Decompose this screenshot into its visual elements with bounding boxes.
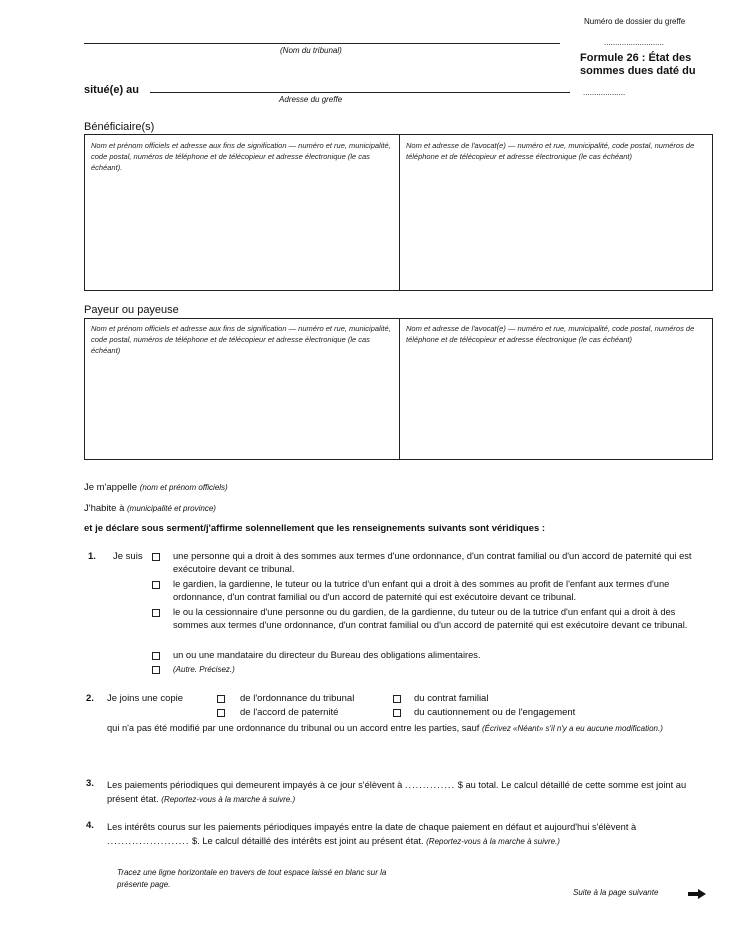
item1-option2-text: le gardien, la gardienne, le tuteur ou la tutrice d'un enfant qui a droit à des sommes au profit de l'enfant aux termes d'une ordonnance, d'un contrat familial ou d'un accord de paternité qui est exécutoire devant ce tribunal.	[173, 579, 670, 602]
item2-lead: Je joins une copie	[107, 693, 184, 704]
item4-text-b: $. Le calcul détaillé des intérêts est joint au présent état.	[192, 836, 424, 846]
payor-divider	[399, 318, 400, 460]
right-arrow-icon	[688, 886, 706, 904]
form-title-line1: Formule 26 : État des	[580, 52, 692, 64]
item1-option5-checkbox[interactable]	[152, 666, 160, 674]
name-label: Je m'appelle	[84, 482, 138, 493]
payor-party-field[interactable]: Nom et prénom officiels et adresse aux fins de signification — numéro et rue, municipalité, code postal, numéros de téléphone et de télécopieur et adresse électronique (le cas échéant)	[91, 324, 391, 355]
located-at-label: situé(e) au	[84, 84, 140, 96]
item4-hint: (Reportez-vous à la marche à suivre.)	[426, 837, 560, 846]
court-file-number-dots[interactable]: ...........................	[604, 38, 665, 47]
item1-option4-checkbox[interactable]	[152, 652, 160, 660]
item2-domestic-contract-label: du contrat familial	[414, 693, 489, 704]
item2-court-order-label: de l'ordonnance du tribunal	[240, 693, 355, 704]
item1-option1-checkbox[interactable]	[152, 553, 160, 561]
item2-bond-label: du cautionnement ou de l'engagement	[414, 707, 576, 718]
item4-number: 4.	[86, 820, 94, 831]
item1-option2-checkbox[interactable]	[152, 581, 160, 589]
live-line[interactable]	[84, 503, 216, 514]
name-hint: (nom et prénom officiels)	[139, 483, 228, 492]
court-address-label: Adresse du greffe	[279, 95, 343, 104]
item1-number: 1.	[88, 551, 96, 562]
item1-lead: Je suis	[113, 551, 143, 562]
item2-tail	[107, 722, 713, 735]
item3-amount-field[interactable]: ..............	[404, 780, 456, 790]
item2-tail-text: qui n'a pas été modifié par une ordonnance du tribunal ou un accord entre les parties, sauf	[107, 723, 480, 733]
item3-text	[107, 778, 713, 807]
item2-paternity-label: de l'accord de paternité	[240, 707, 339, 718]
court-file-number-label: Numéro de dossier du greffe	[584, 17, 686, 26]
item2-domestic-contract-checkbox[interactable]	[393, 695, 401, 703]
item1-option5-text: (Autre. Précisez.)	[173, 665, 235, 674]
item3-number: 3.	[86, 778, 94, 789]
payor-lawyer-field[interactable]: Nom et adresse de l'avocat(e) — numéro et rue, municipalité, code postal, numéros de téléphone et de télécopieur et adresse électronique (le cas échéant)	[406, 324, 695, 344]
court-name-label: (Nom du tribunal)	[280, 46, 342, 55]
item3-hint: (Reportez-vous à la marche à suivre.)	[161, 795, 296, 804]
item3-text-a: Les paiements périodiques qui demeurent impayés à ce jour s'élèvent à	[107, 780, 403, 790]
recipient-heading: Bénéficiaire(s)	[84, 121, 155, 133]
item1-option4-text: un ou une mandataire du directeur du Bureau des obligations alimentaires.	[173, 650, 481, 660]
item2-court-order-checkbox[interactable]	[217, 695, 225, 703]
court-name-line[interactable]	[84, 43, 560, 44]
item1-option3-text: le ou la cessionnaire d'une personne ou du gardien, de la gardienne, du tuteur ou de la tutrice d'un enfant qui a droit à des sommes aux termes d'une ordonnance, d'un contrat familial ou d'un accord de paternité qui est exécutoire devant ce tribunal.	[173, 607, 688, 630]
recipient-lawyer-field[interactable]: Nom et adresse de l'avocat(e) — numéro et rue, municipalité, code postal, numéros de téléphone et de télécopieur et adresse électronique (le cas échéant)	[406, 141, 695, 161]
item2-bond-checkbox[interactable]	[393, 709, 401, 717]
live-label: J'habite à	[84, 503, 125, 514]
footer-note: Tracez une ligne horizontale en travers de tout espace laissé en blanc sur la présente page.	[117, 868, 387, 889]
item1-option3-checkbox[interactable]	[152, 609, 160, 617]
item2-paternity-checkbox[interactable]	[217, 709, 225, 717]
court-address-line[interactable]	[150, 92, 570, 93]
name-line[interactable]	[84, 482, 228, 493]
payor-heading: Payeur ou payeuse	[84, 304, 179, 316]
item3-text-b: $ au total. Le calcul détaillé de cette somme est joint au présent état.	[107, 780, 687, 804]
item2-tail-hint: (Écrivez «Néant» s'il n'y a eu aucune modification.)	[481, 724, 663, 733]
item4-text	[107, 820, 713, 849]
date-dots[interactable]: ...................	[583, 88, 626, 97]
continued-label: Suite à la page suivante	[573, 888, 659, 897]
oath-statement: et je déclare sous serment/j'affirme solennellement que les renseignements suivants sont véridiques :	[84, 523, 546, 534]
recipient-party-field[interactable]: Nom et prénom officiels et adresse aux fins de signification — numéro et rue, municipalité, code postal, numéros de téléphone et de télécopieur et adresse électronique (le cas échéant).	[91, 141, 391, 172]
item4-amount-field[interactable]: .......................	[107, 836, 190, 846]
item1-option1-text: une personne qui a droit à des sommes aux termes d'une ordonnance, d'un contrat familial ou d'un accord de paternité qui est exécutoire devant ce tribunal.	[173, 551, 692, 574]
item2-number: 2.	[86, 693, 94, 704]
form-title	[580, 52, 696, 78]
item4-text-a: Les intérêts courus sur les paiements périodiques impayés entre la date de chaque paiement en défaut et aujourd'hui s'élèvent à	[107, 822, 637, 832]
recipient-divider	[399, 134, 400, 291]
form-title-line2: sommes dues daté du	[580, 65, 696, 77]
live-hint: (municipalité et province)	[127, 504, 216, 513]
